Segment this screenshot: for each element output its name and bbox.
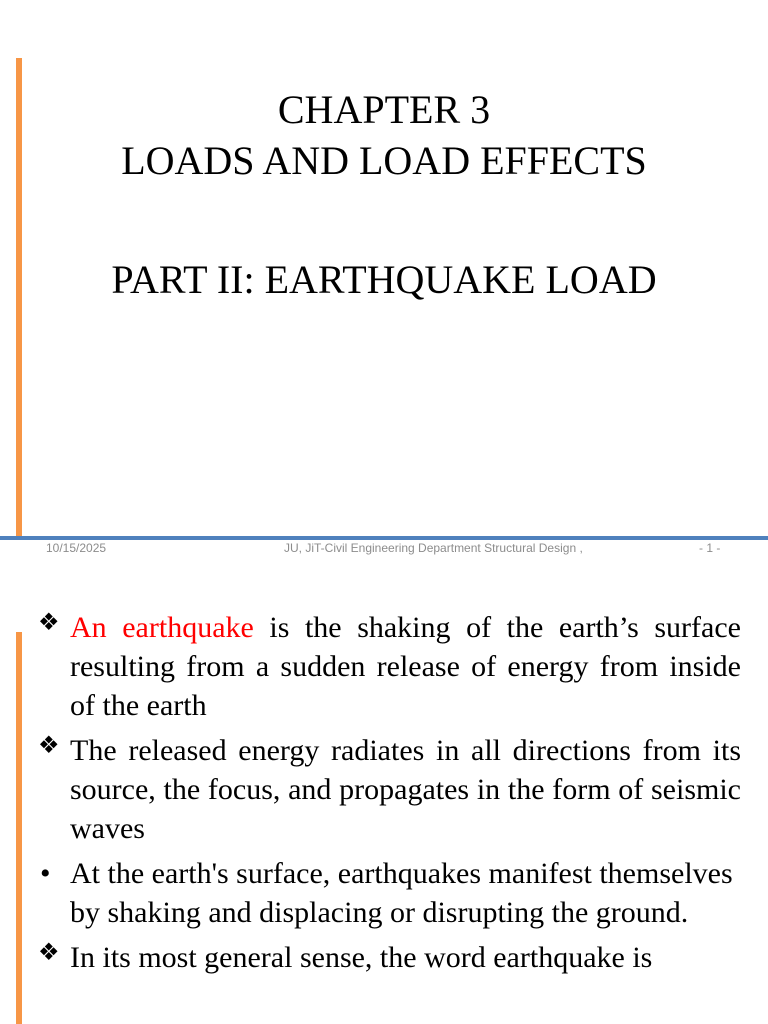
bullet-text: An earthquake is the shaking of the earth’s surface resulting from a sudden release of energy from inside of the earth: [70, 611, 741, 722]
bullet-item: [38, 608, 741, 725]
bullet-item: [38, 854, 741, 932]
bullet-text: In its most general sense, the word earthquake is: [70, 941, 653, 974]
bullet-text: At the earth's surface, earthquakes manifest themselves by shaking and displacing or disrupting the ground.: [70, 857, 733, 929]
footer-date: 10/15/2025: [46, 541, 107, 555]
diamond-bullet-icon: ❖: [38, 610, 60, 636]
content-slide: [0, 560, 768, 1024]
bullet-item: [38, 938, 741, 977]
highlighted-term: An earthquake: [70, 611, 254, 644]
diamond-bullet-icon: ❖: [38, 733, 60, 759]
diamond-bullet-icon: ❖: [38, 940, 60, 966]
dot-bullet-icon: •: [40, 857, 51, 890]
accent-bar: [16, 632, 22, 1024]
bullet-item: [38, 731, 741, 848]
footer-department: JU, JiT-Civil Engineering Department Structural Design ,: [284, 541, 583, 555]
bullet-list: [38, 608, 741, 983]
bullet-text: The released energy radiates in all directions from its source, the focus, and propagates in the form of seismic waves: [70, 734, 741, 845]
part-title: PART II: EARTHQUAKE LOAD: [111, 257, 657, 302]
chapter-subtitle: LOADS AND LOAD EFFECTS: [121, 138, 647, 183]
slide-divider: [0, 536, 768, 540]
footer-page-number: - 1 -: [699, 541, 721, 555]
chapter-title: CHAPTER 3: [277, 87, 491, 132]
